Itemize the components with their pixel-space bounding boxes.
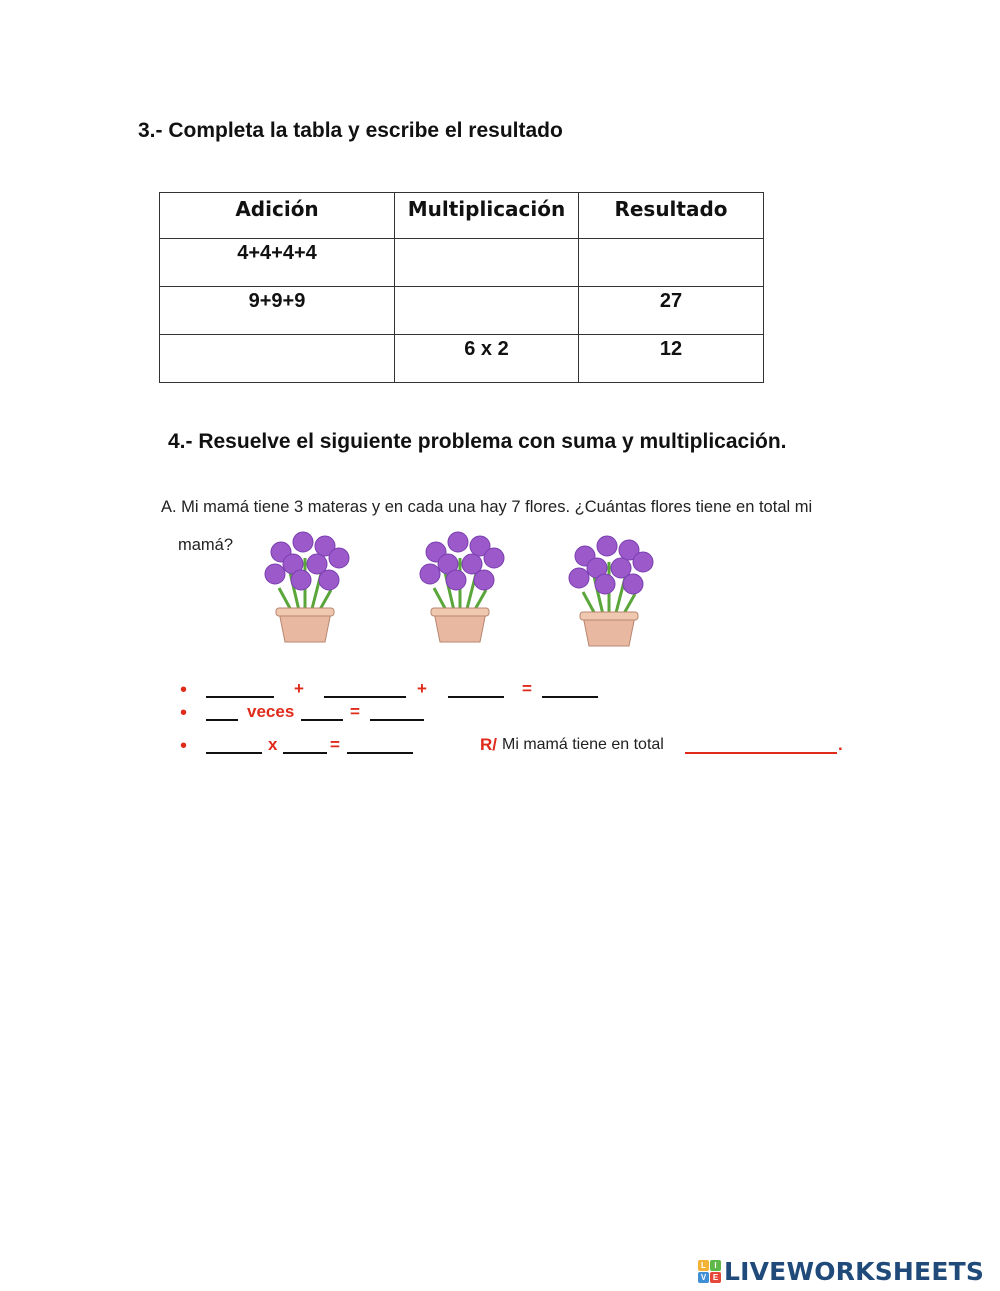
flower-pot-illustration	[259, 528, 351, 646]
table-row	[160, 239, 764, 287]
equals-sign: =	[350, 702, 360, 721]
veces-result-blank[interactable]	[370, 703, 424, 721]
cell-result: 27	[579, 287, 764, 335]
answer-prefix: R/	[480, 735, 497, 754]
addend-2-blank[interactable]	[324, 680, 406, 698]
addend-3-blank[interactable]	[448, 680, 504, 698]
cell-addition: 9+9+9	[160, 287, 395, 335]
header-resultado: Resultado	[579, 193, 764, 239]
question-3-title: 3.- Completa la tabla y escribe el resultado	[138, 119, 563, 142]
problem-statement: A. Mi mamá tiene 3 materas y en cada una hay 7 flores. ¿Cuántas flores tiene en total mi	[161, 498, 813, 516]
addition-multiplication-table	[159, 192, 764, 383]
factor-2-blank[interactable]	[283, 736, 327, 754]
answer-statement: Mi mamá tiene en total	[502, 736, 664, 753]
veces-label: veces	[247, 702, 295, 721]
factor-1-blank[interactable]	[206, 736, 262, 754]
bullet: •	[180, 679, 188, 701]
bullet: •	[180, 702, 188, 724]
logo-letter: V	[698, 1272, 709, 1283]
flower-pot-illustration	[563, 532, 655, 650]
cell-addition-input[interactable]	[160, 335, 395, 383]
equals-sign: =	[330, 735, 340, 754]
bullet: •	[180, 735, 188, 757]
table-row	[160, 335, 764, 383]
header-adicion: Adición	[160, 193, 395, 239]
cell-addition: 4+4+4+4	[160, 239, 395, 287]
multiplication-answer-row	[180, 736, 850, 762]
answer-period: .	[838, 735, 843, 754]
header-multiplicacion: Multiplicación	[395, 193, 579, 239]
plus-sign: +	[294, 679, 304, 698]
cell-multiplication-input[interactable]	[395, 239, 579, 287]
logo-letter: L	[698, 1260, 709, 1271]
logo-text: LIVEWORKSHEETS	[724, 1256, 985, 1286]
sum-result-blank[interactable]	[542, 680, 598, 698]
logo-mark-icon	[698, 1260, 721, 1283]
question-4-title: 4.- Resuelve el siguiente problema con suma y multiplicación.	[168, 430, 787, 453]
veces-value-blank[interactable]	[301, 703, 343, 721]
cell-result: 12	[579, 335, 764, 383]
equals-sign: =	[522, 679, 532, 698]
cell-multiplication: 6 x 2	[395, 335, 579, 383]
cell-result-input[interactable]	[579, 239, 764, 287]
logo-letter: I	[710, 1260, 721, 1271]
veces-count-blank[interactable]	[206, 703, 238, 721]
veces-answer-row	[180, 703, 440, 729]
liveworksheets-logo	[698, 1256, 984, 1286]
plus-sign: +	[417, 679, 427, 698]
problem-statement-continued: mamá?	[178, 536, 234, 554]
table-row	[160, 287, 764, 335]
total-answer-blank[interactable]	[685, 736, 837, 754]
flower-pot-illustration	[414, 528, 506, 646]
product-blank[interactable]	[347, 736, 413, 754]
cell-multiplication-input[interactable]	[395, 287, 579, 335]
logo-letter: E	[710, 1272, 721, 1283]
addend-1-blank[interactable]	[206, 680, 274, 698]
times-sign: x	[268, 735, 278, 754]
